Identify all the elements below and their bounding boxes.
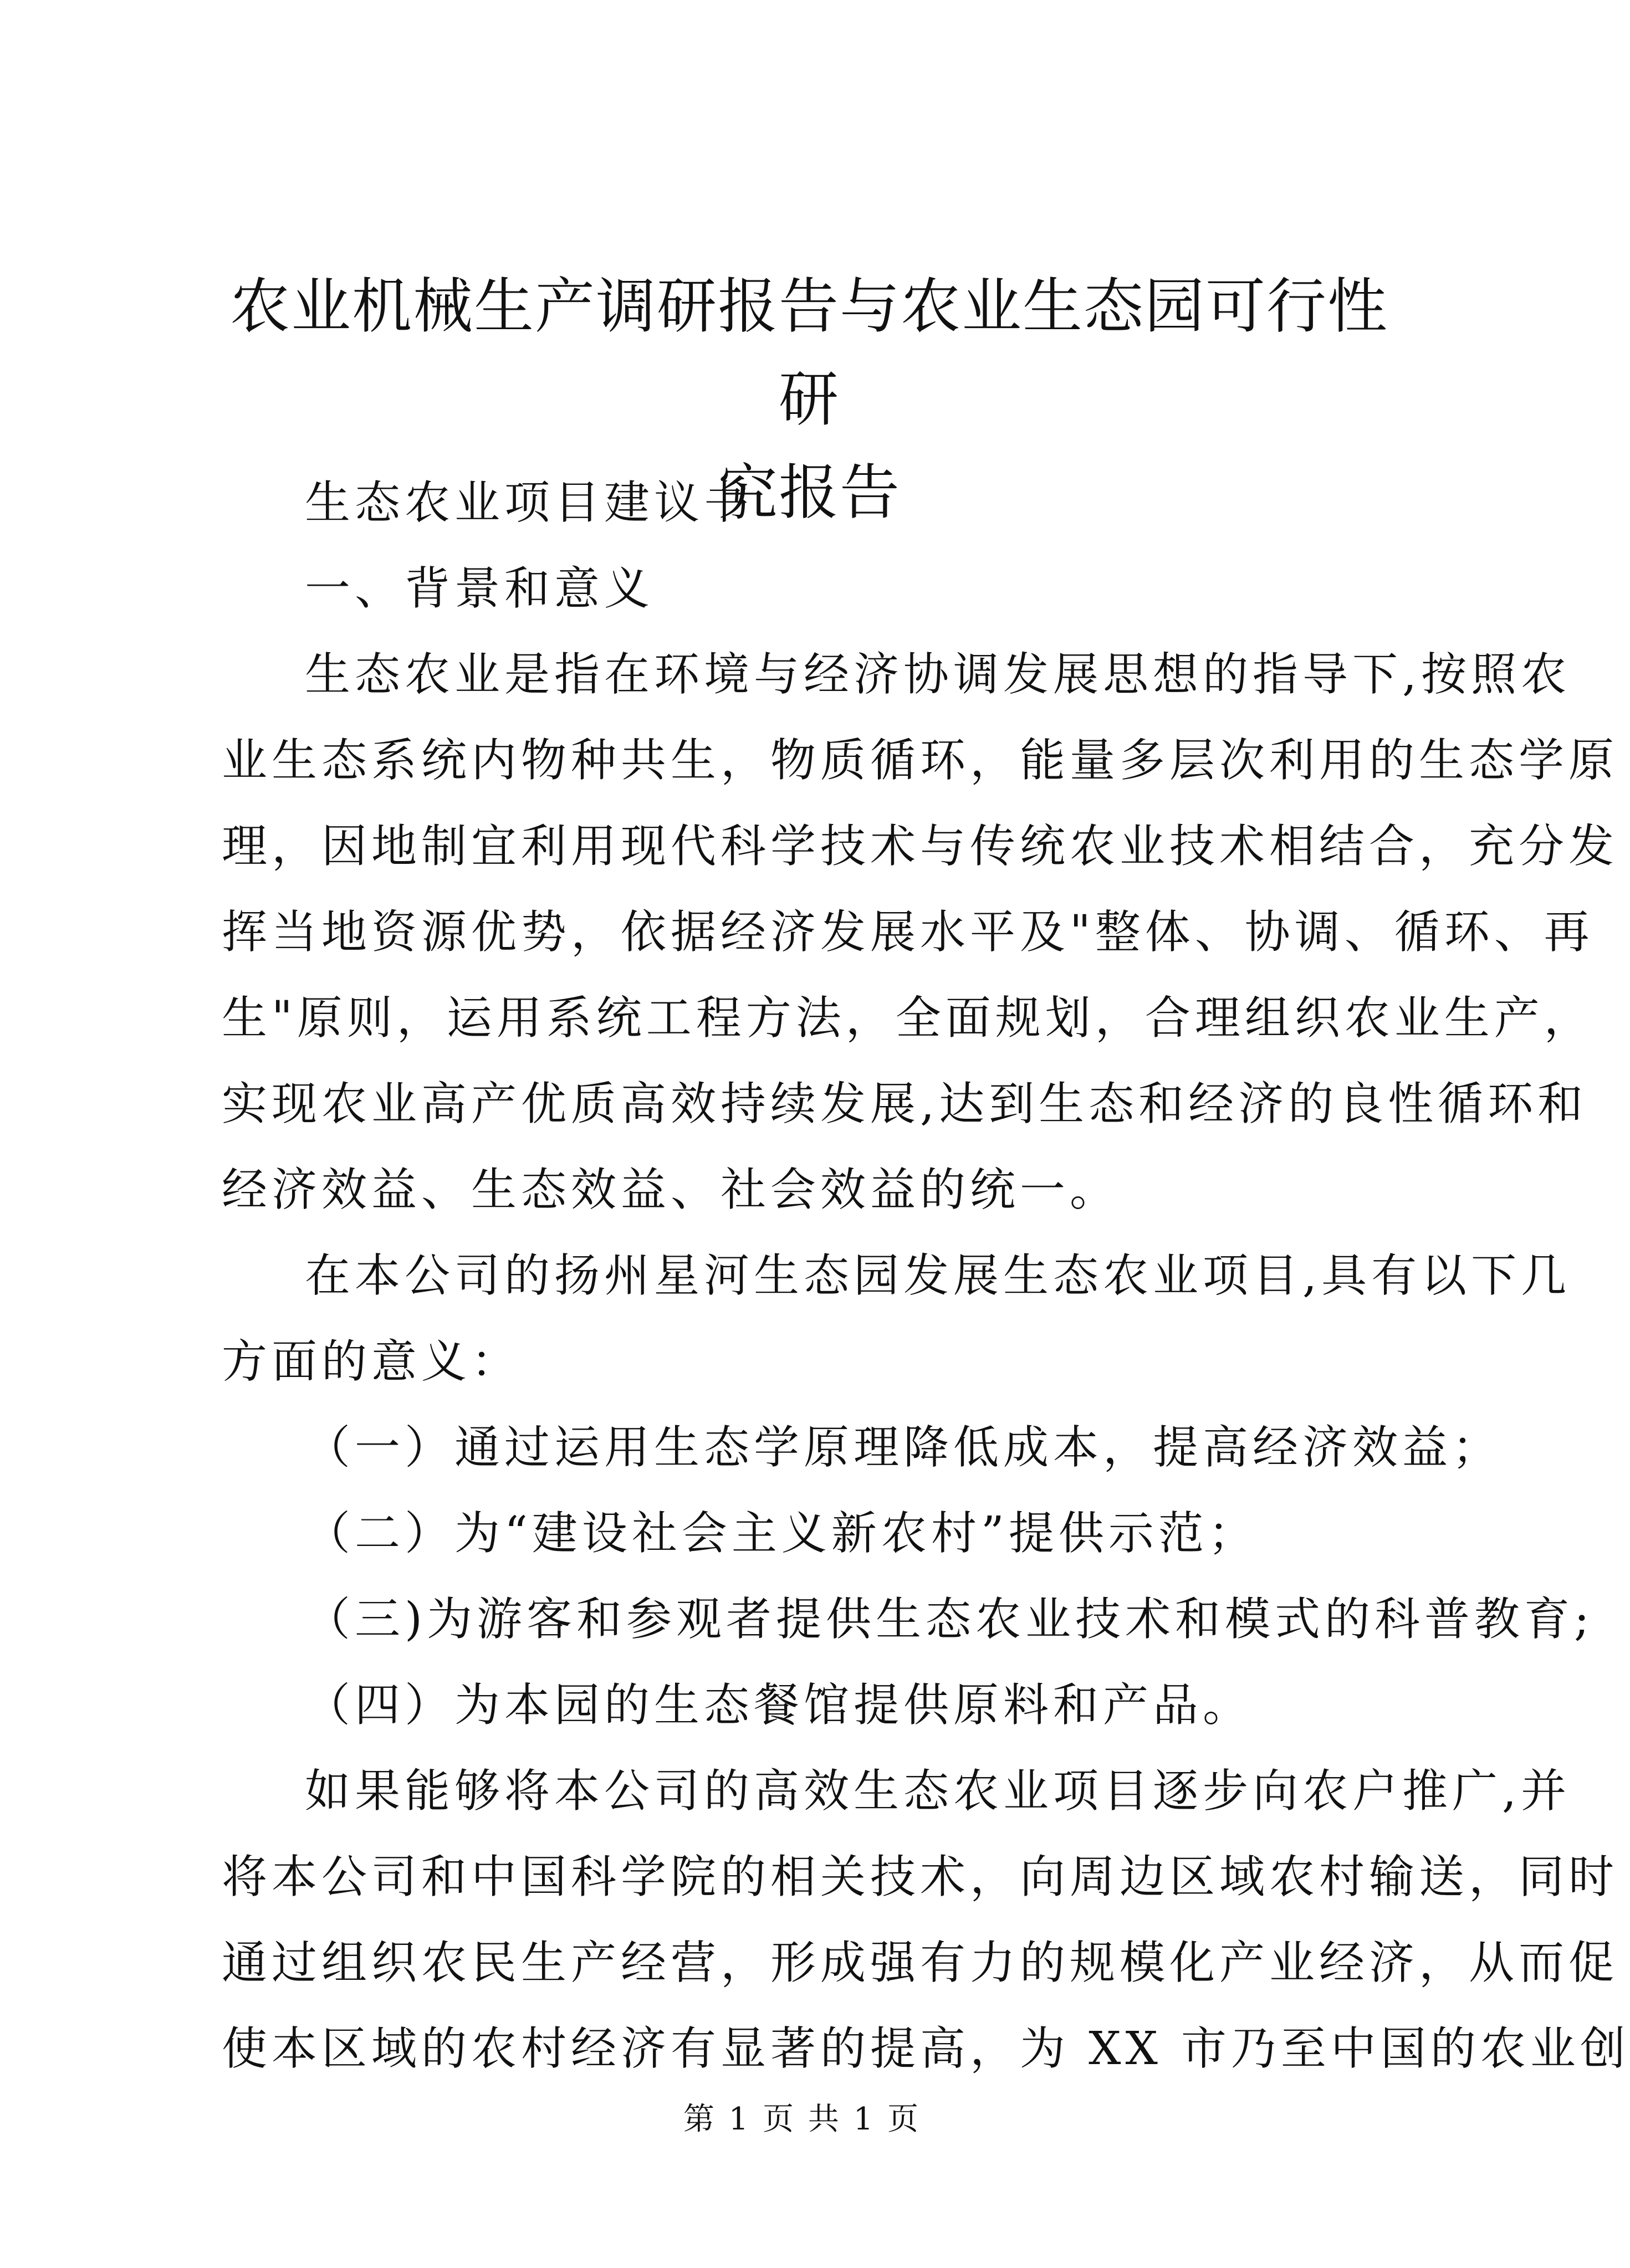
list-item: （二）为“建设社会主义新农村”提供示范； — [305, 1507, 1258, 1560]
paragraph-line: 挥当地资源优势，依据经济发展水平及"整体、协调、循环、再 — [222, 906, 1594, 959]
list-item: （四）为本园的生态餐馆提供原料和产品。 — [305, 1679, 1253, 1732]
paragraph-line: 实现农业高产优质高效持续发展,达到生态和经济的良性循环和 — [222, 1078, 1588, 1130]
document-body — [222, 460, 1630, 2092]
paragraph-line: 业生态系统内物种共生，物质循环，能量多层次利用的生态学原 — [222, 734, 1619, 787]
title-line-2: 究报告 — [717, 458, 901, 528]
paragraph-line: 如果能够将本公司的高效生态农业项目逐步向农户推广,并 — [305, 1765, 1571, 1818]
paragraph-line: 生态农业是指在环境与经济协调发展思想的指导下,按照农 — [305, 648, 1571, 701]
paragraph-line: 通过组织农民生产经营，形成强有力的规模化产业经济，从而促 — [222, 1937, 1619, 1989]
list-item: （一）通过运用生态学原理降低成本，提高经济效益； — [305, 1421, 1503, 1474]
paragraph-line: 使本区域的农村经济有显著的提高，为 XX 市乃至中国的农业创 — [222, 2023, 1630, 2075]
paragraph-line: 将本公司和中国科学院的相关技术，向周边区域农村输送，同时 — [222, 1851, 1619, 1903]
paragraph-line: 在本公司的扬州星河生态园发展生态农业项目,具有以下几 — [305, 1250, 1571, 1302]
paragraph-line: 经济效益、生态效益、社会效益的统一。 — [222, 1164, 1120, 1216]
paragraph-line: 方面的意义： — [222, 1335, 522, 1388]
section-heading: 生态农业项目建议书 — [305, 477, 754, 529]
paragraph-line: 生"原则，运用系统工程方法，全面规划，合理组织农业生产， — [222, 992, 1594, 1045]
page-footer: 第 1 页 共 1 页 — [683, 2101, 921, 2137]
title-line-1: 农业机械生产调研报告与农业生态园可行性研 — [229, 272, 1388, 434]
paragraph-line: 理，因地制宜利用现代科学技术与传统农业技术相结合，充分发 — [222, 820, 1619, 873]
subsection-heading: 一、背景和意义 — [305, 562, 655, 615]
list-item: （三)为游客和参观者提供生态农业技术和模式的科普教育; — [305, 1593, 1594, 1646]
